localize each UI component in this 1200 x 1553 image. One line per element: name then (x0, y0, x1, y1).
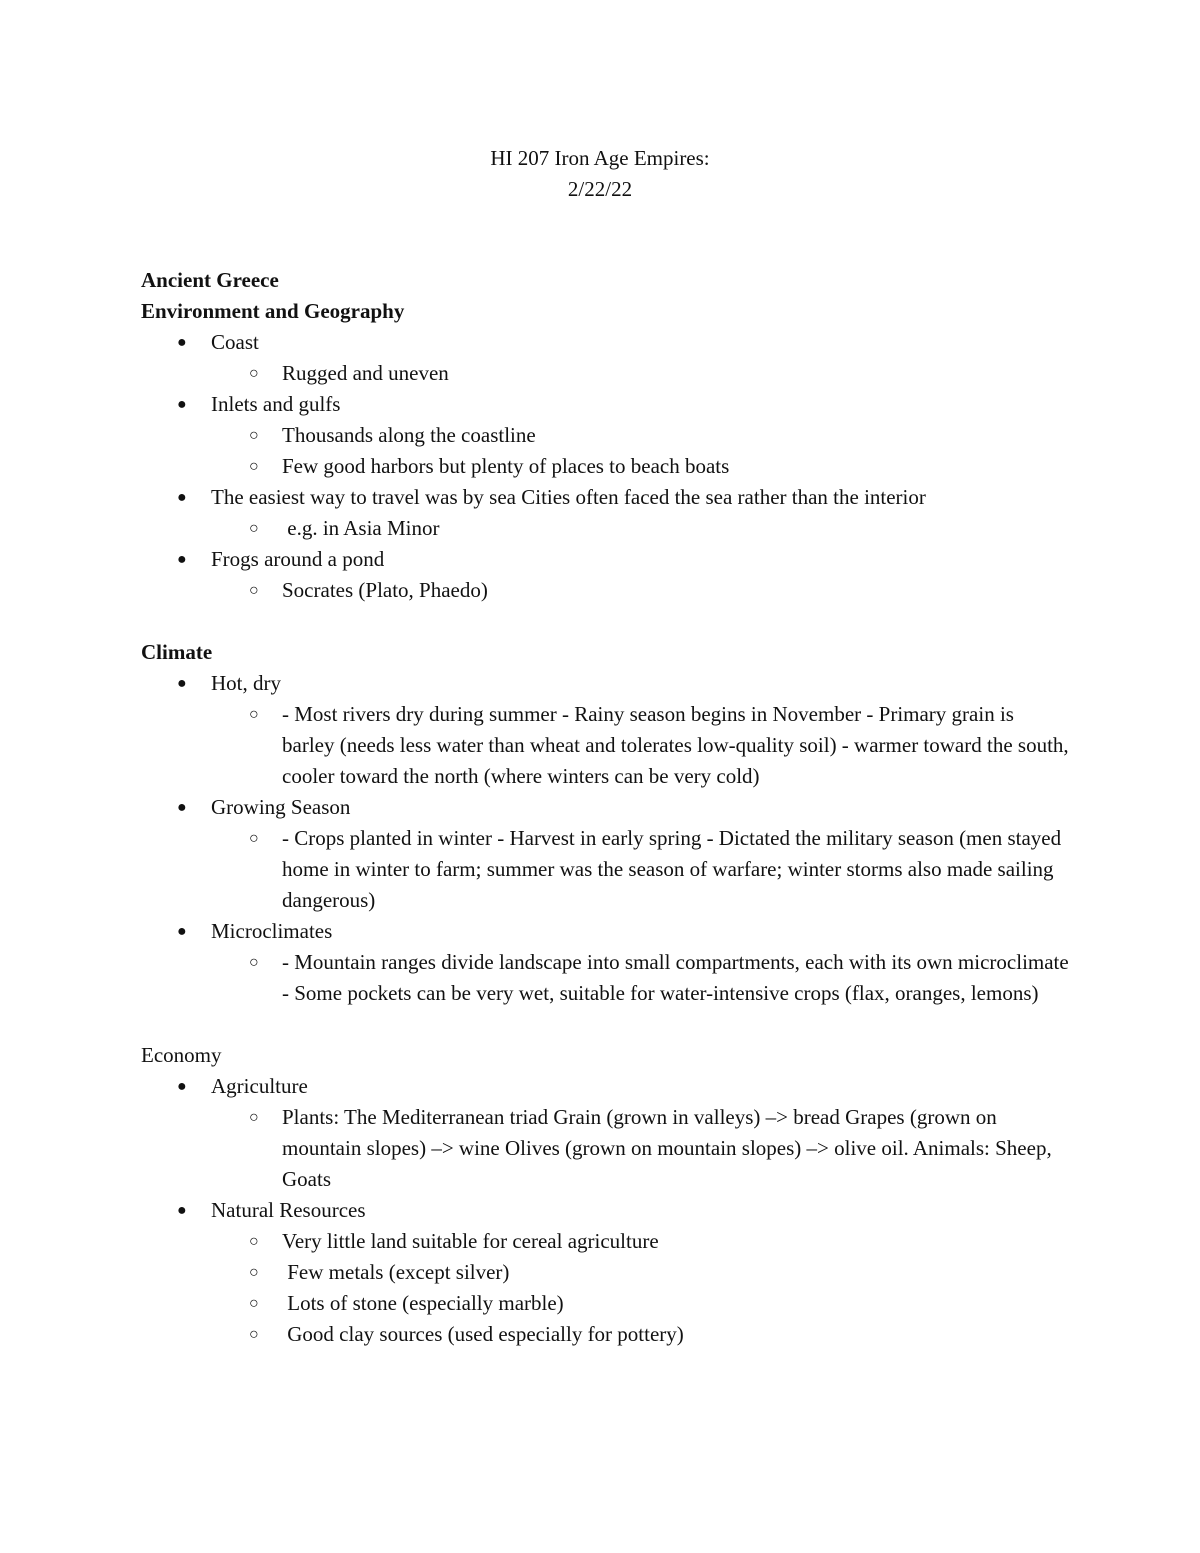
sub-list-item: ○ - Crops planted in winter - Harvest in early spring - Dictated the military season (men stayed home in winter to farm; summer was the season of warfare; winter storms also made sailing dangerous) (141, 823, 1071, 916)
list-item-label: Agriculture (211, 1074, 308, 1098)
list-item (141, 668, 1071, 792)
sub-bullet-icon: ○ (249, 582, 259, 599)
list-item (141, 1195, 1071, 1350)
sub-list (211, 575, 1071, 606)
bullet-icon: ● (177, 675, 187, 692)
list-item (141, 544, 1071, 606)
sub-bullet-icon: ○ (249, 1295, 259, 1312)
sub-list-item: ○ Good clay sources (used especially for pottery) (141, 1319, 1071, 1350)
environment-list (141, 327, 1071, 606)
sub-bullet-icon: ○ (249, 427, 259, 444)
sub-list (211, 420, 1071, 482)
list-item-label: The easiest way to travel was by sea Cities often faced the sea rather than the interior (211, 485, 926, 509)
sub-list (211, 1102, 1071, 1195)
sub-list (211, 513, 1071, 544)
sub-bullet-icon: ○ (249, 1109, 259, 1126)
sub-bullet-icon: ○ (249, 1326, 259, 1343)
list-item (141, 792, 1071, 916)
sub-bullet-icon: ○ (249, 520, 259, 537)
document-body (141, 265, 1071, 1350)
sub-list-item: ○ Plants: The Mediterranean triad Grain (grown in valleys) –> bread Grapes (grown on mountain slopes) –> wine Olives (grown on mountain slopes) –> olive oil. Animals: Sheep, Goats (141, 1102, 1071, 1195)
bullet-icon: ● (177, 551, 187, 568)
list-item-label: Hot, dry (211, 671, 281, 695)
spacer (141, 1009, 1071, 1040)
sub-list-item: ○ - Most rivers dry during summer - Rainy season begins in November - Primary grain is barley (needs less water than wheat and tolerates low-quality soil) - warmer toward the south, cooler toward the north (where winters can be very cold) (141, 699, 1071, 792)
list-item-label: Growing Season (211, 795, 351, 819)
sub-list (211, 358, 1071, 389)
list-item (141, 327, 1071, 389)
sub-bullet-icon: ○ (249, 1233, 259, 1250)
sub-list-item: ○ Socrates (Plato, Phaedo) (141, 575, 1071, 606)
document-date: 2/22/22 (567, 177, 633, 201)
section-heading-economy: Economy (141, 1043, 222, 1067)
sub-list-item: ○ - Mountain ranges divide landscape into small compartments, each with its own microclimate - Some pockets can be very wet, suitable for water-intensive crops (flax, oranges, lemons) (141, 947, 1071, 1009)
sub-list-item: ○ Very little land suitable for cereal agriculture (141, 1226, 1071, 1257)
section-heading-environment: Environment and Geography (141, 299, 405, 323)
bullet-icon: ● (177, 923, 187, 940)
bullet-icon: ● (177, 396, 187, 413)
section-title-ancient-greece: Ancient Greece (141, 268, 279, 292)
sub-bullet-icon: ○ (249, 365, 259, 382)
sub-list (211, 947, 1071, 1009)
sub-list (211, 823, 1071, 916)
list-item-label: Microclimates (211, 919, 333, 943)
spacer (141, 606, 1071, 637)
list-item (141, 916, 1071, 1009)
economy-list (141, 1071, 1071, 1350)
sub-bullet-icon: ○ (249, 830, 259, 847)
bullet-icon: ● (177, 1078, 187, 1095)
sub-bullet-icon: ○ (249, 706, 259, 723)
bullet-icon: ● (177, 1202, 187, 1219)
sub-list (211, 699, 1071, 792)
sub-list-item: ○ Lots of stone (especially marble) (141, 1288, 1071, 1319)
document-header (0, 143, 1200, 205)
sub-bullet-icon: ○ (249, 954, 259, 971)
bullet-icon: ● (177, 334, 187, 351)
sub-list-item: ○ e.g. in Asia Minor (141, 513, 1071, 544)
sub-list-item: ○ Few good harbors but plenty of places to beach boats (141, 451, 1071, 482)
sub-bullet-icon: ○ (249, 1264, 259, 1281)
sub-list-item: ○ Rugged and uneven (141, 358, 1071, 389)
list-item-label: Coast (211, 330, 259, 354)
list-item-label: Frogs around a pond (211, 547, 385, 571)
list-item-label: Natural Resources (211, 1198, 366, 1222)
list-item (141, 482, 1071, 544)
list-item (141, 1071, 1071, 1195)
section-heading-climate: Climate (141, 640, 213, 664)
document-title: HI 207 Iron Age Empires: (490, 146, 710, 170)
bullet-icon: ● (177, 799, 187, 816)
sub-list-item: ○ Few metals (except silver) (141, 1257, 1071, 1288)
bullet-icon: ● (177, 489, 187, 506)
climate-list (141, 668, 1071, 1009)
list-item (141, 389, 1071, 482)
sub-list (211, 1226, 1071, 1350)
sub-list-item: ○ Thousands along the coastline (141, 420, 1071, 451)
list-item-label: Inlets and gulfs (211, 392, 341, 416)
sub-bullet-icon: ○ (249, 458, 259, 475)
